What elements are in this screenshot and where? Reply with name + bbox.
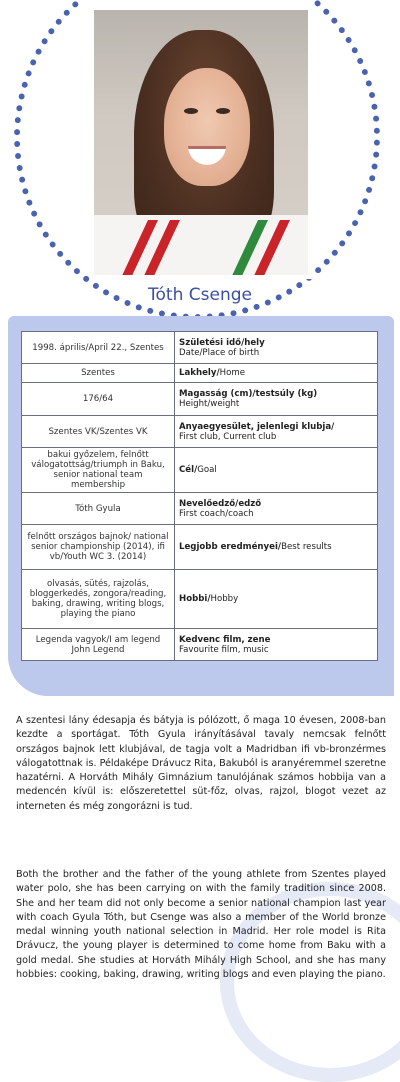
info-label-hu: Magasság (cm)/testsúly (kg) [179, 389, 318, 399]
info-label-en: Favourite film, music [179, 644, 269, 655]
info-label [175, 493, 378, 525]
info-label-en: Date/Place of birth [179, 347, 260, 358]
info-label-rest: Goal [197, 465, 217, 475]
info-label-rest: Best results [281, 542, 332, 552]
info-label-hu: Cél/ [179, 465, 198, 475]
info-label [175, 629, 378, 661]
photo-face [164, 68, 250, 186]
athlete-photo [94, 10, 308, 275]
info-row-coach [22, 493, 378, 525]
paragraph-hungarian: A szentesi lány édesapja és bátyja is pólózott, ő maga 10 évesen, 2008-ban kezdte a sportágat. Tóth Gyula irányításával tavaly nemcsak felnőtt országos bajnok lett klubjával, de tagja volt a Madridban ifi vb-bronzérmes válogatottnak is. Példaképe Drávucz Rita, Bakuból is aranyéremmel szeretne hazatérni. A Horváth Mihály Gimnázium tanulójának számos hobbija van a medencén kívül is: előszeretettel süt-főz, olvas, rajzol, blogot vezet az interneten és még zongorázni is tud. [16, 715, 386, 812]
info-label [175, 332, 378, 364]
athlete-name: Tóth Csenge [148, 285, 252, 305]
info-value: Szentes [22, 364, 175, 383]
info-label-en: Height/weight [179, 399, 240, 409]
info-label-hu: Nevelőedző/edző [179, 498, 262, 509]
info-label [175, 383, 378, 416]
info-value: 1998. április/April 22., Szentes [22, 332, 175, 364]
info-label [175, 364, 378, 383]
info-label-rest: Home [219, 368, 246, 378]
photo-smile [188, 146, 226, 165]
info-label-hu: Hobbi/ [179, 594, 211, 604]
info-row-results [22, 525, 378, 570]
info-label-hu: Anyaegyesület, jelenlegi klubja/ [179, 421, 335, 432]
info-label [175, 525, 378, 570]
info-value: Legenda vagyok/I am legend John Legend [22, 629, 175, 661]
info-value: olvasás, sütés, rajzolás, bloggerkedés, zongora/reading, baking, drawing, writing blogs, playing the piano [22, 570, 175, 629]
info-value: 176/64 [22, 383, 175, 416]
info-row-home [22, 364, 378, 383]
photo-eye-left [184, 108, 198, 114]
paragraph-english: Both the brother and the father of the young athlete from Szentes played water polo, she has been carrying on with the family tradition since 2008. She and her team did not only become a senior national champion last year with coach Gyula Tóth, but Csenge was also a member of the World bronze medal winning youth national selection in Madrid. Her role model is Rita Drávucz, the young player is determined to come home from Baku with a gold medal. She studies at Horváth Mihály High School, and she has many hobbies: cooking, baking, drawing, writing blogs and even playing the piano. [16, 869, 386, 981]
info-label-rest: Hobby [210, 594, 239, 604]
info-row-hobby [22, 570, 378, 629]
info-label [175, 416, 378, 448]
photo-eye-right [216, 108, 230, 114]
info-table [21, 331, 378, 661]
info-label-hu: Lakhely/ [179, 368, 220, 378]
info-value: Tóth Gyula [22, 493, 175, 525]
info-label-hu: Kedvenc film, zene [179, 634, 271, 645]
info-row-club [22, 416, 378, 448]
info-row-birth [22, 332, 378, 364]
info-label-hu: Legjobb eredményei/ [179, 542, 282, 552]
info-label-en: First coach/coach [179, 508, 254, 519]
info-value: Szentes VK/Szentes VK [22, 416, 175, 448]
info-label [175, 448, 378, 493]
info-value: felnőtt országos bajnok/ national senior championship (2014), ifi vb/Youth WC 3. (2014) [22, 525, 175, 570]
info-row-favourites [22, 629, 378, 661]
info-row-goal [22, 448, 378, 493]
info-row-height-weight [22, 383, 378, 416]
info-label-hu: Születési idő/hely [179, 337, 265, 348]
info-label [175, 570, 378, 629]
info-value: bakui győzelem, felnőtt válogatottság/triumph in Baku, senior national team membership [22, 448, 175, 493]
info-label-en: First club, Current club [179, 431, 277, 442]
